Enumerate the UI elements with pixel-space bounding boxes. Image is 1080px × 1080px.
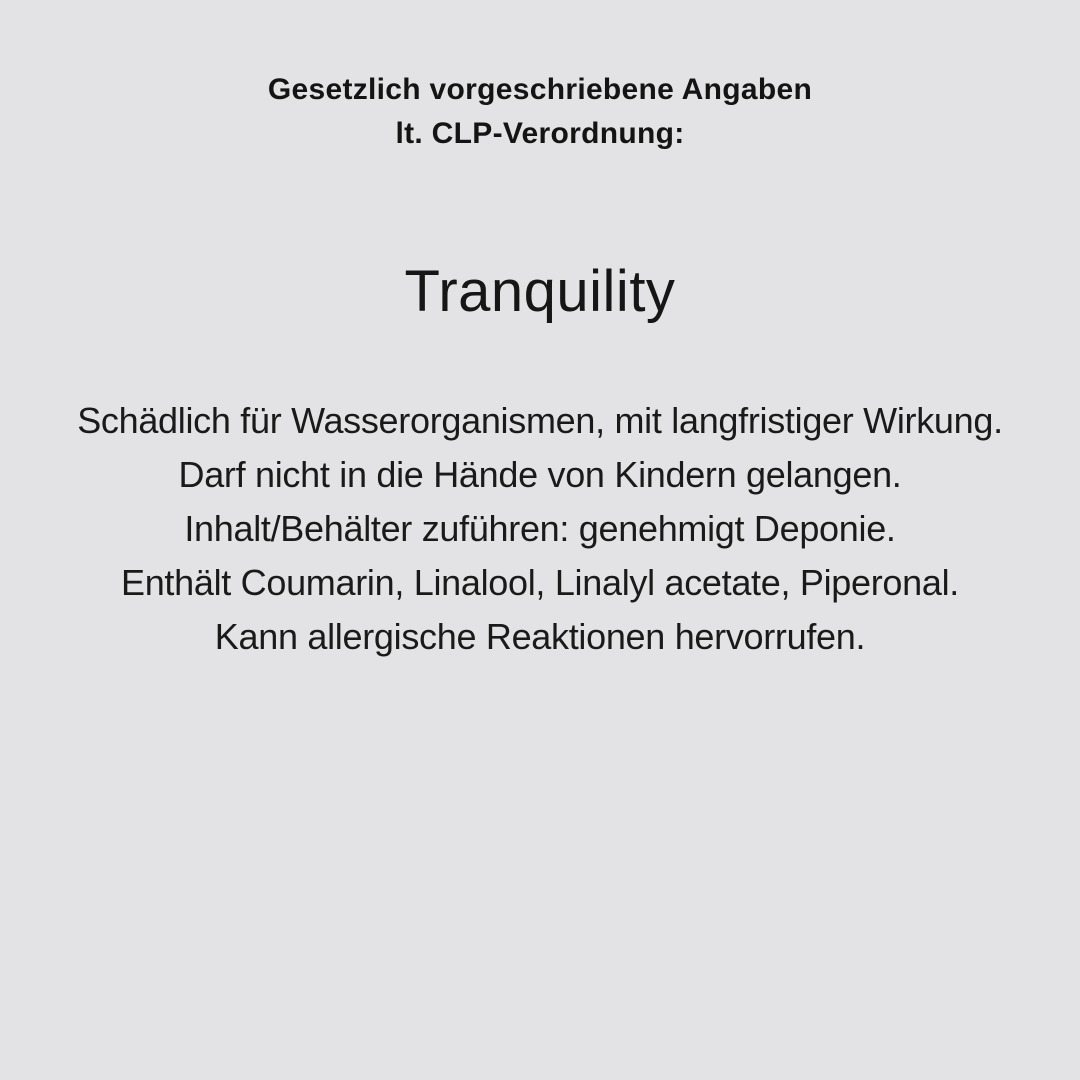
- legal-header-line-2: lt. CLP-Verordnung:: [395, 117, 685, 150]
- clp-statement-line: Darf nicht in die Hände von Kindern gelangen.: [178, 454, 902, 495]
- legal-header-line-1: Gesetzlich vorgeschriebene Angaben: [267, 73, 813, 106]
- product-name-block: [0, 258, 1080, 325]
- clp-statement-line: Inhalt/Behälter zuführen: genehmigt Deponie.: [184, 508, 896, 549]
- clp-statements: [0, 394, 1080, 664]
- clp-statement-line: Enthält Coumarin, Linalool, Linalyl acetate, Piperonal.: [120, 562, 959, 603]
- legal-header: [0, 68, 1080, 156]
- product-name: Tranquility: [404, 259, 676, 324]
- clp-statement-line: Schädlich für Wasserorganismen, mit langfristiger Wirkung.: [77, 400, 1003, 441]
- clp-statement-line: Kann allergische Reaktionen hervorrufen.: [214, 616, 866, 657]
